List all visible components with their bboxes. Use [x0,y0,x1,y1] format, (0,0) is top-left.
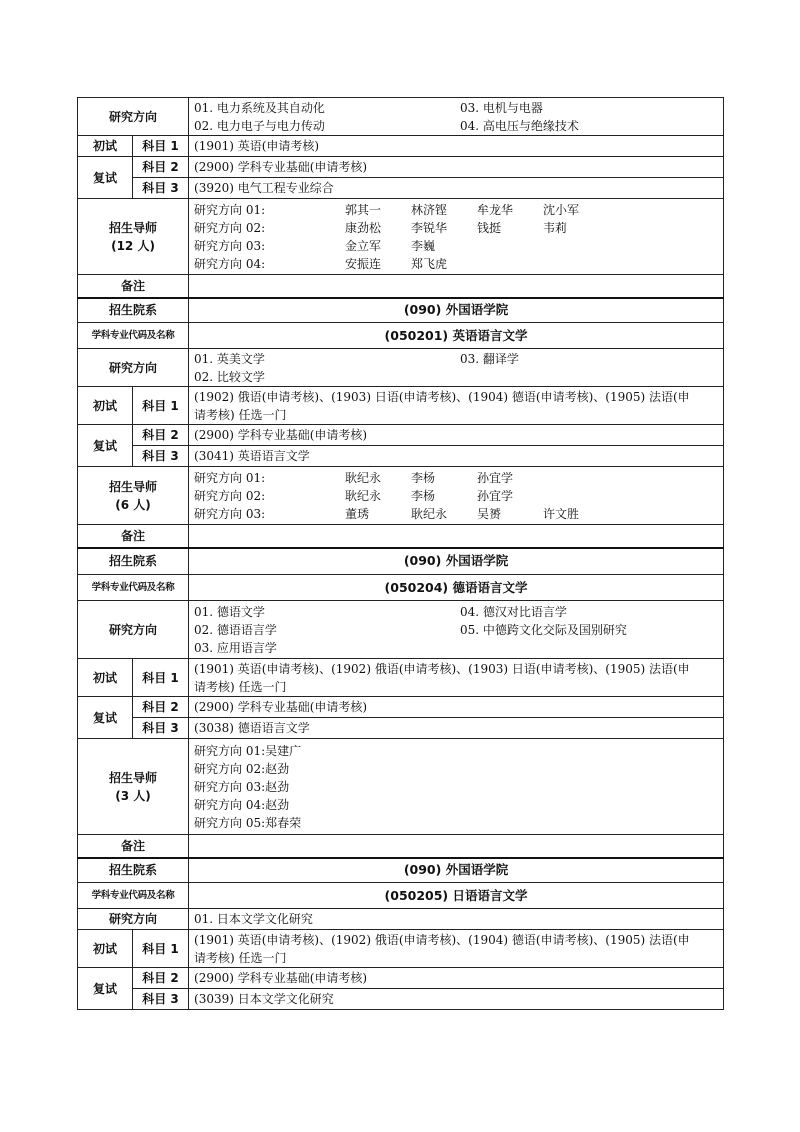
tutor-name: 李巍 [411,238,436,253]
block4-dept-row [78,858,724,883]
direction-item: 01. 日本文学文化研究 [189,909,724,930]
tutor-list [189,739,724,835]
subject1-value [189,387,724,425]
block1-retest-row-1 [78,157,724,178]
tutor-name: 赵劲 [265,797,290,812]
subject1-line: 请考核) 任选一门 [194,679,287,694]
direction-label: 研究方向 [78,98,189,136]
tutor-prefix: 研究方向 03: [194,506,266,521]
notes-value [189,835,724,858]
block2-retest-row-1 [78,425,724,446]
tutor-prefix: 研究方向 05: [194,815,266,830]
block1-notes-row [78,275,724,298]
tutor-name: 耿纪永 [345,488,382,503]
direction-item: 02. 电力电子与电力传动 [194,118,325,133]
subject1-label: 科目 1 [133,136,189,157]
tutor-line [194,469,718,487]
block2-direction-row [78,349,724,387]
subject1-line: (1901) 英语(申请考核)、(1902) 俄语(申请考核)、(1904) 德语(申请考核)、(1905) 法语(申 [194,932,690,947]
direction-item: 03. 翻译学 [460,351,519,366]
block3-notes-row [78,835,724,858]
direction-label: 研究方向 [78,601,189,659]
retest-label: 复试 [78,968,133,1010]
admissions-table [77,97,724,1010]
direction-list [189,349,724,387]
dept-value: (090) 外国语学院 [189,858,724,883]
direction-label: 研究方向 [78,909,189,930]
tutor-prefix: 研究方向 02: [194,220,266,235]
tutor-prefix: 研究方向 02: [194,488,266,503]
major-label: 学科专业代码及名称 [78,323,189,349]
subject1-label: 科目 1 [133,659,189,697]
tutor-name: 耿纪永 [345,470,382,485]
tutor-name: 韦莉 [543,220,568,235]
first-exam-label: 初试 [78,387,133,425]
tutor-prefix: 研究方向 02: [194,761,266,776]
tutor-count: (6 人) [115,497,151,512]
subject3-value: (3038) 德语语言文学 [189,718,724,739]
subject1-line: 请考核) 任选一门 [194,950,287,965]
first-exam-label: 初试 [78,930,133,968]
tutor-label-text: 招生导师 [109,479,158,494]
block1-retest-row-2 [78,178,724,199]
direction-item: 01. 英美文学 [194,351,265,366]
subject1-label: 科目 1 [133,930,189,968]
subject2-value: (2900) 学科专业基础(申请考核) [189,968,724,989]
subject2-label: 科目 2 [133,425,189,446]
notes-value [189,275,724,298]
tutor-name: 安振连 [345,256,382,271]
tutor-count: (3 人) [115,788,151,803]
subject3-label: 科目 3 [133,989,189,1010]
block3-retest-row-1 [78,697,724,718]
tutor-name: 金立军 [345,238,382,253]
tutor-name: 耿纪永 [411,506,448,521]
tutor-line [194,742,718,760]
direction-item: 02. 比较文学 [194,369,265,384]
retest-label: 复试 [78,697,133,739]
subject3-label: 科目 3 [133,178,189,199]
subject2-label: 科目 2 [133,968,189,989]
direction-item: 04. 高电压与绝缘技术 [460,118,579,133]
tutor-name: 赵劲 [265,779,290,794]
subject3-value: (3920) 电气工程专业综合 [189,178,724,199]
tutor-prefix: 研究方向 01: [194,202,266,217]
dept-label: 招生院系 [78,858,189,883]
block2-retest-row-2 [78,446,724,467]
block2-dept-row [78,298,724,323]
tutor-name: 许文胜 [543,506,580,521]
block3-first-exam-row [78,659,724,697]
subject2-value: (2900) 学科专业基础(申请考核) [189,697,724,718]
tutor-prefix: 研究方向 01: [194,743,266,758]
tutor-name: 牟龙华 [477,202,514,217]
notes-label: 备注 [78,835,189,858]
block1-direction-row [78,98,724,136]
block2-notes-row [78,525,724,548]
subject2-label: 科目 2 [133,157,189,178]
tutor-line [194,237,718,255]
tutor-line [194,505,718,523]
tutor-name: 李杨 [411,470,436,485]
first-exam-label: 初试 [78,659,133,697]
block3-retest-row-2 [78,718,724,739]
block2-major-row [78,323,724,349]
block1-tutor-row [78,199,724,275]
tutor-label [78,199,189,275]
tutor-line [194,796,718,814]
subject1-value [189,930,724,968]
tutor-label-text: 招生导师 [109,770,158,785]
notes-value [189,525,724,548]
tutor-name: 林济铿 [411,202,448,217]
block2-tutor-row [78,467,724,525]
tutor-line [194,219,718,237]
tutor-name: 李锐华 [411,220,448,235]
subject1-line: (1902) 俄语(申请考核)、(1903) 日语(申请考核)、(1904) 德语(申请考核)、(1905) 法语(申 [194,389,690,404]
block4-retest-row-1 [78,968,724,989]
retest-label: 复试 [78,425,133,467]
block4-major-row [78,883,724,909]
subject1-line: (1901) 英语(申请考核)、(1902) 俄语(申请考核)、(1903) 日语(申请考核)、(1905) 法语(申 [194,661,690,676]
tutor-label [78,739,189,835]
tutor-line [194,814,718,832]
tutor-prefix: 研究方向 03: [194,238,266,253]
notes-label: 备注 [78,275,189,298]
block4-direction-row [78,909,724,930]
tutor-name: 吴建广 [265,743,302,758]
direction-list [189,601,724,659]
direction-item: 01. 电力系统及其自动化 [194,100,325,115]
tutor-line [194,255,718,273]
subject1-line: 请考核) 任选一门 [194,407,287,422]
tutor-name: 孙宜学 [477,488,514,503]
block3-direction-row [78,601,724,659]
subject2-value: (2900) 学科专业基础(申请考核) [189,157,724,178]
block1-first-exam-row [78,136,724,157]
tutor-line [194,201,718,219]
tutor-line [194,760,718,778]
tutor-name: 李杨 [411,488,436,503]
dept-value: (090) 外国语学院 [189,298,724,323]
tutor-label [78,467,189,525]
subject2-label: 科目 2 [133,697,189,718]
tutor-line [194,778,718,796]
direction-item: 03. 应用语言学 [194,640,277,655]
major-label: 学科专业代码及名称 [78,575,189,601]
block2-first-exam-row [78,387,724,425]
dept-label: 招生院系 [78,548,189,575]
tutor-name: 沈小军 [543,202,580,217]
subject3-value: (3039) 日本文学文化研究 [189,989,724,1010]
subject1-value [189,659,724,697]
tutor-label-text: 招生导师 [109,220,158,235]
tutor-prefix: 研究方向 04: [194,256,266,271]
first-exam-label: 初试 [78,136,133,157]
retest-label: 复试 [78,157,133,199]
block4-first-exam-row [78,930,724,968]
major-value: (050205) 日语语言文学 [189,883,724,909]
direction-item: 04. 德汉对比语言学 [460,604,567,619]
dept-label: 招生院系 [78,298,189,323]
tutor-name: 钱挺 [477,220,502,235]
tutor-list [189,467,724,525]
major-label: 学科专业代码及名称 [78,883,189,909]
block3-major-row [78,575,724,601]
tutor-name: 赵劲 [265,761,290,776]
subject3-label: 科目 3 [133,446,189,467]
tutor-name: 郑飞虎 [411,256,448,271]
tutor-name: 吴赟 [477,506,502,521]
direction-item: 02. 德语语言学 [194,622,277,637]
direction-list [189,98,724,136]
notes-label: 备注 [78,525,189,548]
direction-item: 01. 德语文学 [194,604,265,619]
tutor-prefix: 研究方向 03: [194,779,266,794]
tutor-prefix: 研究方向 01: [194,470,266,485]
tutor-name: 郭其一 [345,202,382,217]
major-value: (050201) 英语语言文学 [189,323,724,349]
tutor-name: 郑春荣 [265,815,302,830]
major-value: (050204) 德语语言文学 [189,575,724,601]
tutor-prefix: 研究方向 04: [194,797,266,812]
subject3-value: (3041) 英语语言文学 [189,446,724,467]
tutor-name: 康劲松 [345,220,382,235]
subject1-value: (1901) 英语(申请考核) [189,136,724,157]
dept-value: (090) 外国语学院 [189,548,724,575]
block4-retest-row-2 [78,989,724,1010]
tutor-name: 董琇 [345,506,370,521]
direction-label: 研究方向 [78,349,189,387]
subject2-value: (2900) 学科专业基础(申请考核) [189,425,724,446]
direction-item: 05. 中德跨文化交际及国别研究 [460,622,627,637]
tutor-name: 孙宜学 [477,470,514,485]
direction-item: 03. 电机与电器 [460,100,543,115]
block3-dept-row [78,548,724,575]
tutor-count: (12 人) [111,238,155,253]
subject1-label: 科目 1 [133,387,189,425]
block3-tutor-row [78,739,724,835]
subject3-label: 科目 3 [133,718,189,739]
tutor-list [189,199,724,275]
tutor-line [194,487,718,505]
